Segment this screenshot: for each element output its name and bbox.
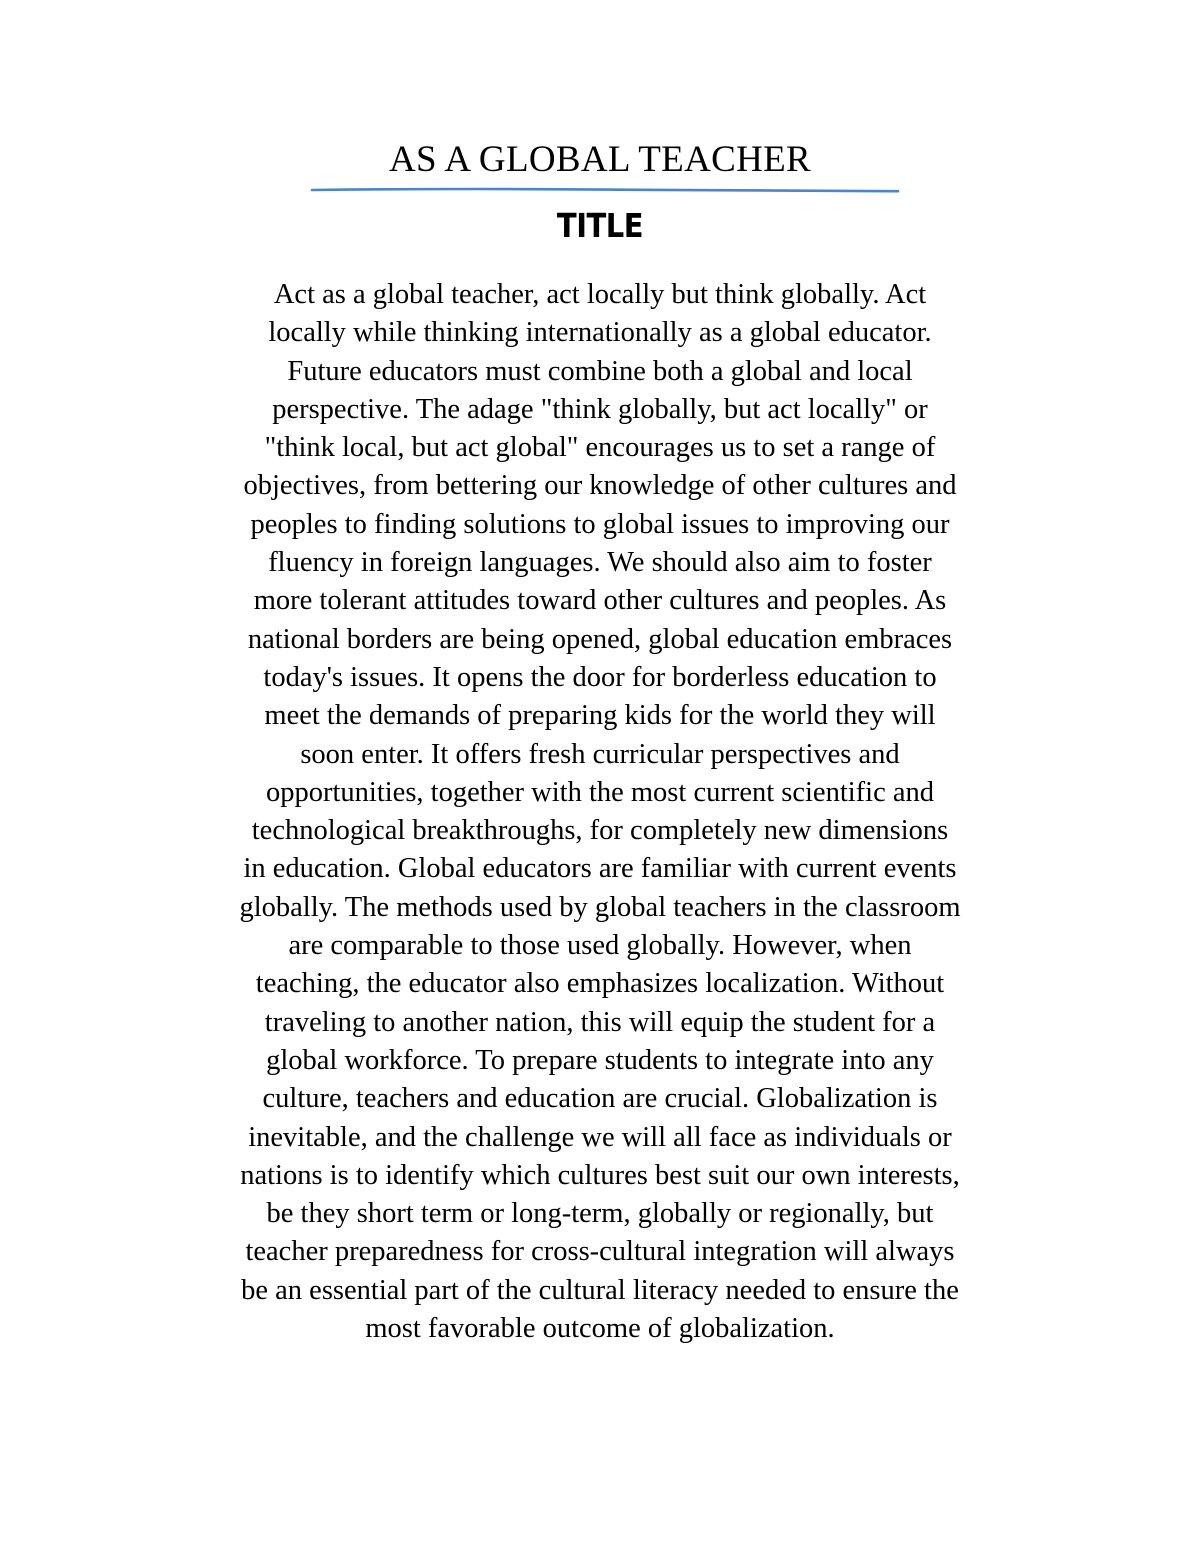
body-paragraph bbox=[170, 276, 1030, 1348]
body-line: Future educators must combine both a global and local bbox=[287, 355, 913, 387]
body-line: meet the demands of preparing kids for the world they will bbox=[264, 700, 936, 732]
body-line: are comparable to those used globally. However, when bbox=[288, 930, 912, 962]
body-line: soon enter. It offers fresh curricular perspectives and bbox=[300, 738, 900, 770]
body-line: fluency in foreign languages. We should also aim to foster bbox=[268, 547, 932, 579]
body-line: traveling to another nation, this will equip the student for a bbox=[264, 1006, 936, 1038]
document-heading: AS A GLOBAL TEACHER bbox=[389, 139, 811, 180]
body-line: today's issues. It opens the door for borderless education to bbox=[263, 661, 937, 693]
body-line: inevitable, and the challenge we will all face as individuals or bbox=[248, 1121, 952, 1153]
body-line: globally. The methods used by global teachers in the classroom bbox=[239, 891, 961, 923]
body-line: opportunities, together with the most current scientific and bbox=[266, 776, 934, 808]
body-line: be an essential part of the cultural literacy needed to ensure the bbox=[241, 1274, 959, 1306]
body-line: Act as a global teacher, act locally but think globally. Act bbox=[273, 279, 927, 310]
body-line: technological breakthroughs, for completely new dimensions bbox=[251, 815, 949, 847]
title-label: TITLE bbox=[556, 206, 644, 246]
body-line: more tolerant attitudes toward other cultures and peoples. As bbox=[253, 585, 947, 617]
body-line: most favorable outcome of globalization. bbox=[365, 1313, 835, 1345]
body-line: teacher preparedness for cross-cultural integration will always bbox=[245, 1236, 955, 1268]
body-line: peoples to finding solutions to global issues to improving our bbox=[250, 508, 950, 540]
body-line: teaching, the educator also emphasizes localization. Without bbox=[255, 968, 945, 1000]
heading-underline bbox=[310, 185, 900, 195]
body-line: perspective. The adage "think globally, but act locally" or bbox=[272, 393, 928, 425]
body-line: nations is to identify which cultures best suit our own interests, bbox=[240, 1159, 960, 1191]
body-line: global workforce. To prepare students to integrate into any bbox=[266, 1044, 934, 1076]
body-line: locally while thinking internationally as a global educator. bbox=[268, 317, 932, 349]
body-line: be they short term or long-term, globally or regionally, but bbox=[266, 1198, 934, 1230]
body-line: culture, teachers and education are crucial. Globalization is bbox=[262, 1083, 938, 1115]
body-line: objectives, from bettering our knowledge of other cultures and bbox=[243, 470, 957, 502]
body-line: "think local, but act global" encourages us to set a range of bbox=[264, 432, 936, 464]
body-line: national borders are being opened, global education embraces bbox=[247, 623, 953, 655]
body-line: in education. Global educators are familiar with current events bbox=[243, 853, 957, 885]
